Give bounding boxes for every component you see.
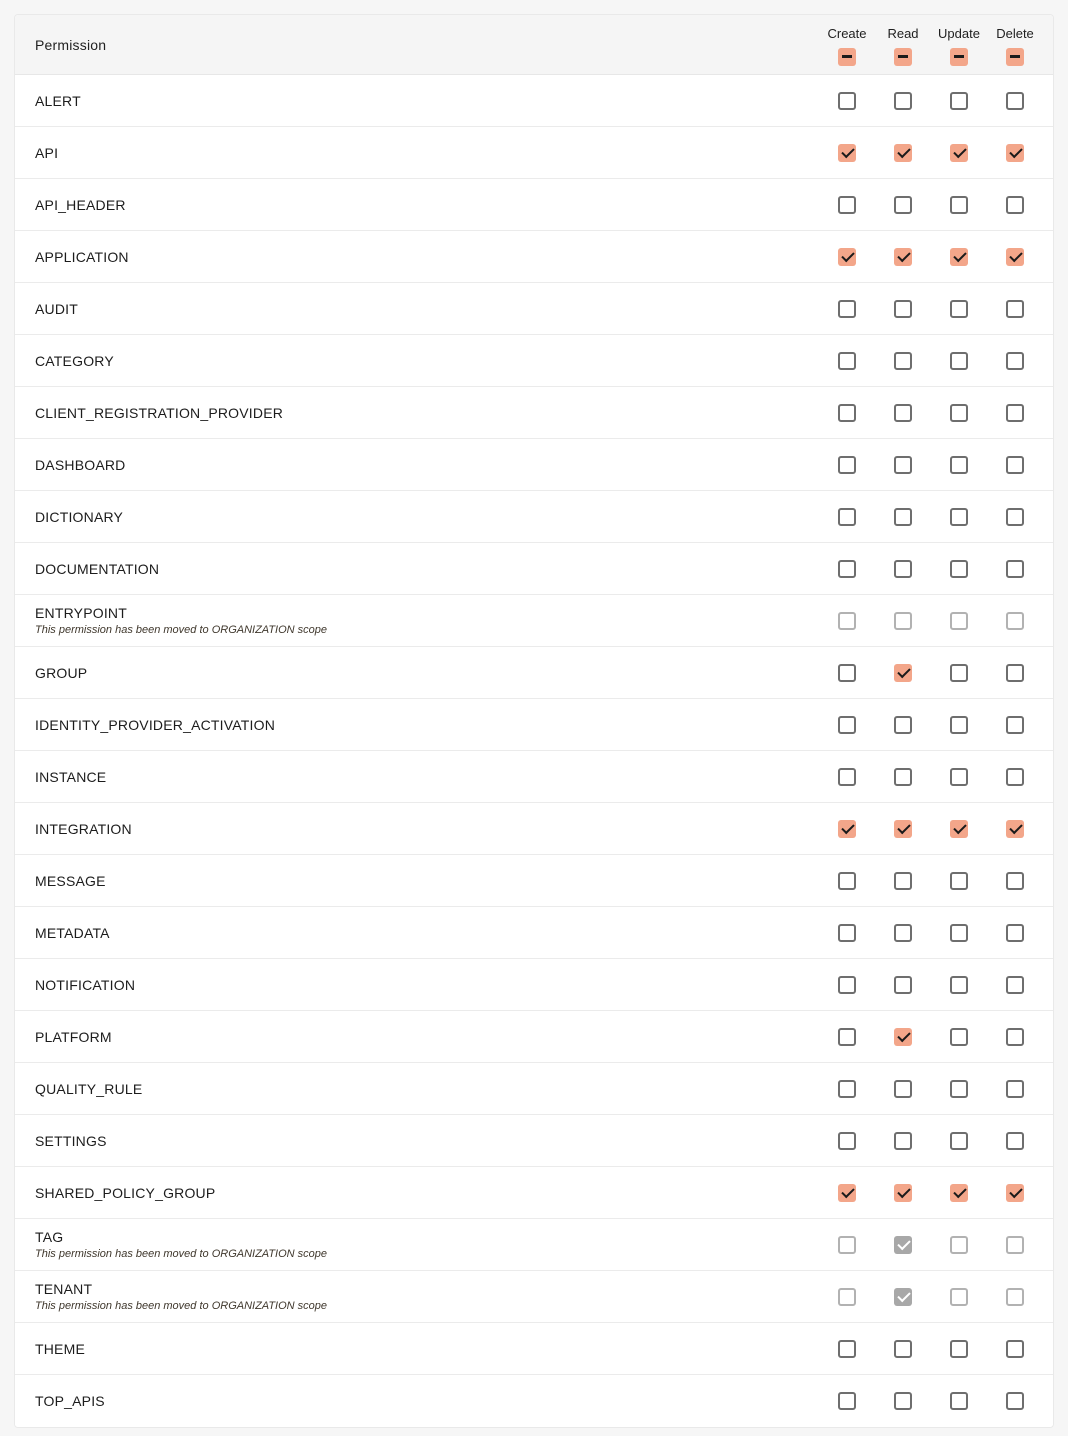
row-label: ALERT [35,92,81,109]
checkbox-create [838,1236,856,1254]
row-label-wrap [15,925,819,941]
row-label-wrap [15,457,819,473]
checkbox-read[interactable] [894,508,912,526]
checkbox-create[interactable] [838,1028,856,1046]
permission-row [15,751,1053,803]
checkbox-create[interactable] [838,1340,856,1358]
checkbox-create[interactable] [838,196,856,214]
checkbox-read[interactable] [894,1340,912,1358]
row-label: INSTANCE [35,768,107,785]
row-note: This permission has been moved to ORGANIZATION scope [35,624,328,636]
checkbox-update[interactable] [950,716,968,734]
checkbox-update [950,1288,968,1306]
row-label-wrap [15,93,819,109]
permission-row [15,1219,1053,1271]
row-label: ENTRYPOINT [35,605,127,621]
checkbox-update[interactable] [950,820,968,838]
row-label: INTEGRATION [35,820,132,837]
row-label: MESSAGE [35,872,106,889]
column-read [875,15,931,74]
permission-table-body [15,75,1053,1427]
checkbox-read[interactable] [894,820,912,838]
checkbox-update[interactable] [950,456,968,474]
checkbox-read[interactable] [894,872,912,890]
row-label-wrap [15,821,819,837]
row-label-wrap [15,1393,819,1409]
row-label-wrap [15,353,819,369]
checkbox-delete[interactable] [1006,508,1024,526]
checkbox-create[interactable] [838,508,856,526]
row-label-wrap [15,605,819,636]
row-label: TAG [35,1229,64,1245]
select-all-update-checkbox[interactable] [950,48,968,66]
checkbox-delete[interactable] [1006,1132,1024,1150]
row-label: APPLICATION [35,248,129,265]
checkbox-delete[interactable] [1006,1028,1024,1046]
checkbox-update[interactable] [950,248,968,266]
checkbox-read[interactable] [894,1028,912,1046]
checkbox-read[interactable] [894,560,912,578]
checkbox-create[interactable] [838,872,856,890]
checkbox-update[interactable] [950,144,968,162]
checkbox-delete[interactable] [1006,456,1024,474]
permission-row [15,1063,1053,1115]
update-column-label: Update [938,25,980,41]
checkbox-create[interactable] [838,456,856,474]
permission-row [15,127,1053,179]
row-label-wrap [15,301,819,317]
permission-row [15,803,1053,855]
row-label-wrap [15,873,819,889]
checkbox-create[interactable] [838,976,856,994]
checkbox-delete[interactable] [1006,1340,1024,1358]
checkbox-update[interactable] [950,1132,968,1150]
permission-row [15,1375,1053,1427]
row-label: GROUP [35,664,88,681]
checkbox-create[interactable] [838,1184,856,1202]
checkbox-create[interactable] [838,92,856,110]
row-label-wrap [15,509,819,525]
row-label-wrap [15,1281,819,1312]
permission-row [15,439,1053,491]
permission-row [15,1323,1053,1375]
checkbox-read[interactable] [894,300,912,318]
checkbox-read[interactable] [894,404,912,422]
checkbox-update[interactable] [950,768,968,786]
checkbox-create[interactable] [838,1080,856,1098]
row-label: DOCUMENTATION [35,560,160,577]
permission-row [15,595,1053,647]
row-label: METADATA [35,924,110,941]
row-label-wrap [15,561,819,577]
row-label-wrap [15,977,819,993]
checkbox-update[interactable] [950,1340,968,1358]
checkbox-update[interactable] [950,404,968,422]
checkbox-delete[interactable] [1006,1184,1024,1202]
checkbox-read[interactable] [894,768,912,786]
permission-row [15,491,1053,543]
row-note: This permission has been moved to ORGANIZATION scope [35,1248,328,1260]
checkbox-update[interactable] [950,92,968,110]
checkbox-create[interactable] [838,664,856,682]
checkbox-delete[interactable] [1006,352,1024,370]
checkbox-delete[interactable] [1006,560,1024,578]
permission-row [15,231,1053,283]
row-label: PLATFORM [35,1028,112,1045]
select-all-read-checkbox[interactable] [894,48,912,66]
permission-row [15,179,1053,231]
row-label-wrap [15,145,819,161]
checkbox-update [950,612,968,630]
checkbox-create[interactable] [838,404,856,422]
select-all-delete-checkbox[interactable] [1006,48,1024,66]
row-label: QUALITY_RULE [35,1080,143,1097]
permission-row [15,699,1053,751]
checkbox-create[interactable] [838,716,856,734]
checkbox-delete[interactable] [1006,248,1024,266]
row-label-wrap [15,1029,819,1045]
row-label: TENANT [35,1281,93,1297]
checkbox-delete[interactable] [1006,300,1024,318]
checkbox-create[interactable] [838,560,856,578]
row-label-wrap [15,1133,819,1149]
checkbox-read[interactable] [894,248,912,266]
row-label: SETTINGS [35,1132,107,1149]
checkbox-delete[interactable] [1006,976,1024,994]
checkbox-delete [1006,1236,1024,1254]
checkbox-delete[interactable] [1006,92,1024,110]
checkbox-create[interactable] [838,924,856,942]
row-label: NOTIFICATION [35,976,136,993]
row-label-wrap [15,1185,819,1201]
row-label-wrap [15,1341,819,1357]
checkbox-update[interactable] [950,1392,968,1410]
checkbox-delete[interactable] [1006,664,1024,682]
select-all-create-checkbox[interactable] [838,48,856,66]
checkbox-delete[interactable] [1006,768,1024,786]
checkbox-update[interactable] [950,664,968,682]
permission-row [15,283,1053,335]
checkbox-create[interactable] [838,820,856,838]
checkbox-update[interactable] [950,872,968,890]
permission-row [15,543,1053,595]
permission-row [15,1011,1053,1063]
permission-row [15,855,1053,907]
row-label-wrap [15,769,819,785]
checkbox-delete [1006,612,1024,630]
row-label: IDENTITY_PROVIDER_ACTIVATION [35,716,276,733]
checkbox-update[interactable] [950,560,968,578]
checkbox-update[interactable] [950,924,968,942]
row-label-wrap [15,405,819,421]
checkbox-read[interactable] [894,924,912,942]
column-delete [987,15,1043,74]
checkbox-create [838,612,856,630]
checkbox-create[interactable] [838,144,856,162]
checkbox-delete[interactable] [1006,872,1024,890]
row-label: DICTIONARY [35,508,124,525]
delete-column-label: Delete [996,25,1034,41]
checkbox-delete[interactable] [1006,196,1024,214]
checkbox-delete[interactable] [1006,404,1024,422]
checkbox-create[interactable] [838,1132,856,1150]
checkbox-delete[interactable] [1006,144,1024,162]
row-label: TOP_APIS [35,1393,105,1409]
create-column-label: Create [827,25,867,41]
checkbox-create[interactable] [838,1392,856,1410]
checkbox-create[interactable] [838,300,856,318]
column-create [819,15,875,74]
checkbox-create[interactable] [838,768,856,786]
checkbox-read[interactable] [894,976,912,994]
checkbox-delete[interactable] [1006,716,1024,734]
permission-row [15,75,1053,127]
checkbox-update[interactable] [950,1184,968,1202]
permission-column-header: Permission [35,36,107,53]
checkbox-update[interactable] [950,508,968,526]
permission-row [15,959,1053,1011]
checkbox-read[interactable] [894,92,912,110]
checkbox-read [894,1236,912,1254]
permissions-table [14,14,1054,1428]
row-label-wrap [15,1229,819,1260]
checkbox-read[interactable] [894,352,912,370]
row-label: DASHBOARD [35,456,126,473]
checkbox-read[interactable] [894,1132,912,1150]
table-header-row [15,15,1053,75]
row-note: This permission has been moved to ORGANIZATION scope [35,1300,328,1312]
checkbox-read [894,612,912,630]
checkbox-read [894,1288,912,1306]
checkbox-delete[interactable] [1006,924,1024,942]
checkbox-read[interactable] [894,664,912,682]
checkbox-delete[interactable] [1006,820,1024,838]
row-label: CLIENT_REGISTRATION_PROVIDER [35,404,284,421]
checkbox-read[interactable] [894,1080,912,1098]
row-label-wrap [15,665,819,681]
checkbox-read[interactable] [894,1184,912,1202]
checkbox-update[interactable] [950,352,968,370]
row-label: THEME [35,1340,85,1357]
checkbox-delete[interactable] [1006,1392,1024,1410]
checkbox-update[interactable] [950,1028,968,1046]
checkbox-read[interactable] [894,144,912,162]
row-label: SHARED_POLICY_GROUP [35,1184,216,1201]
column-update [931,15,987,74]
row-label: AUDIT [35,300,78,317]
permission-row [15,907,1053,959]
row-label-wrap [15,717,819,733]
checkbox-create[interactable] [838,352,856,370]
row-label: API_HEADER [35,196,126,213]
checkbox-create [838,1288,856,1306]
checkbox-create[interactable] [838,248,856,266]
permission-row [15,387,1053,439]
checkbox-read[interactable] [894,1392,912,1410]
checkbox-read[interactable] [894,456,912,474]
checkbox-update [950,1236,968,1254]
checkbox-delete [1006,1288,1024,1306]
checkbox-update[interactable] [950,300,968,318]
row-label: CATEGORY [35,352,114,369]
checkbox-update[interactable] [950,976,968,994]
read-column-label: Read [887,25,919,41]
permission-row [15,647,1053,699]
row-label: API [35,144,59,161]
permission-row [15,1167,1053,1219]
checkbox-update[interactable] [950,1080,968,1098]
checkbox-delete[interactable] [1006,1080,1024,1098]
checkbox-update[interactable] [950,196,968,214]
permission-row [15,1271,1053,1323]
row-label-wrap [15,197,819,213]
permission-row [15,1115,1053,1167]
row-label-wrap [15,1081,819,1097]
permission-row [15,335,1053,387]
row-label-wrap [15,249,819,265]
checkbox-read[interactable] [894,716,912,734]
checkbox-read[interactable] [894,196,912,214]
